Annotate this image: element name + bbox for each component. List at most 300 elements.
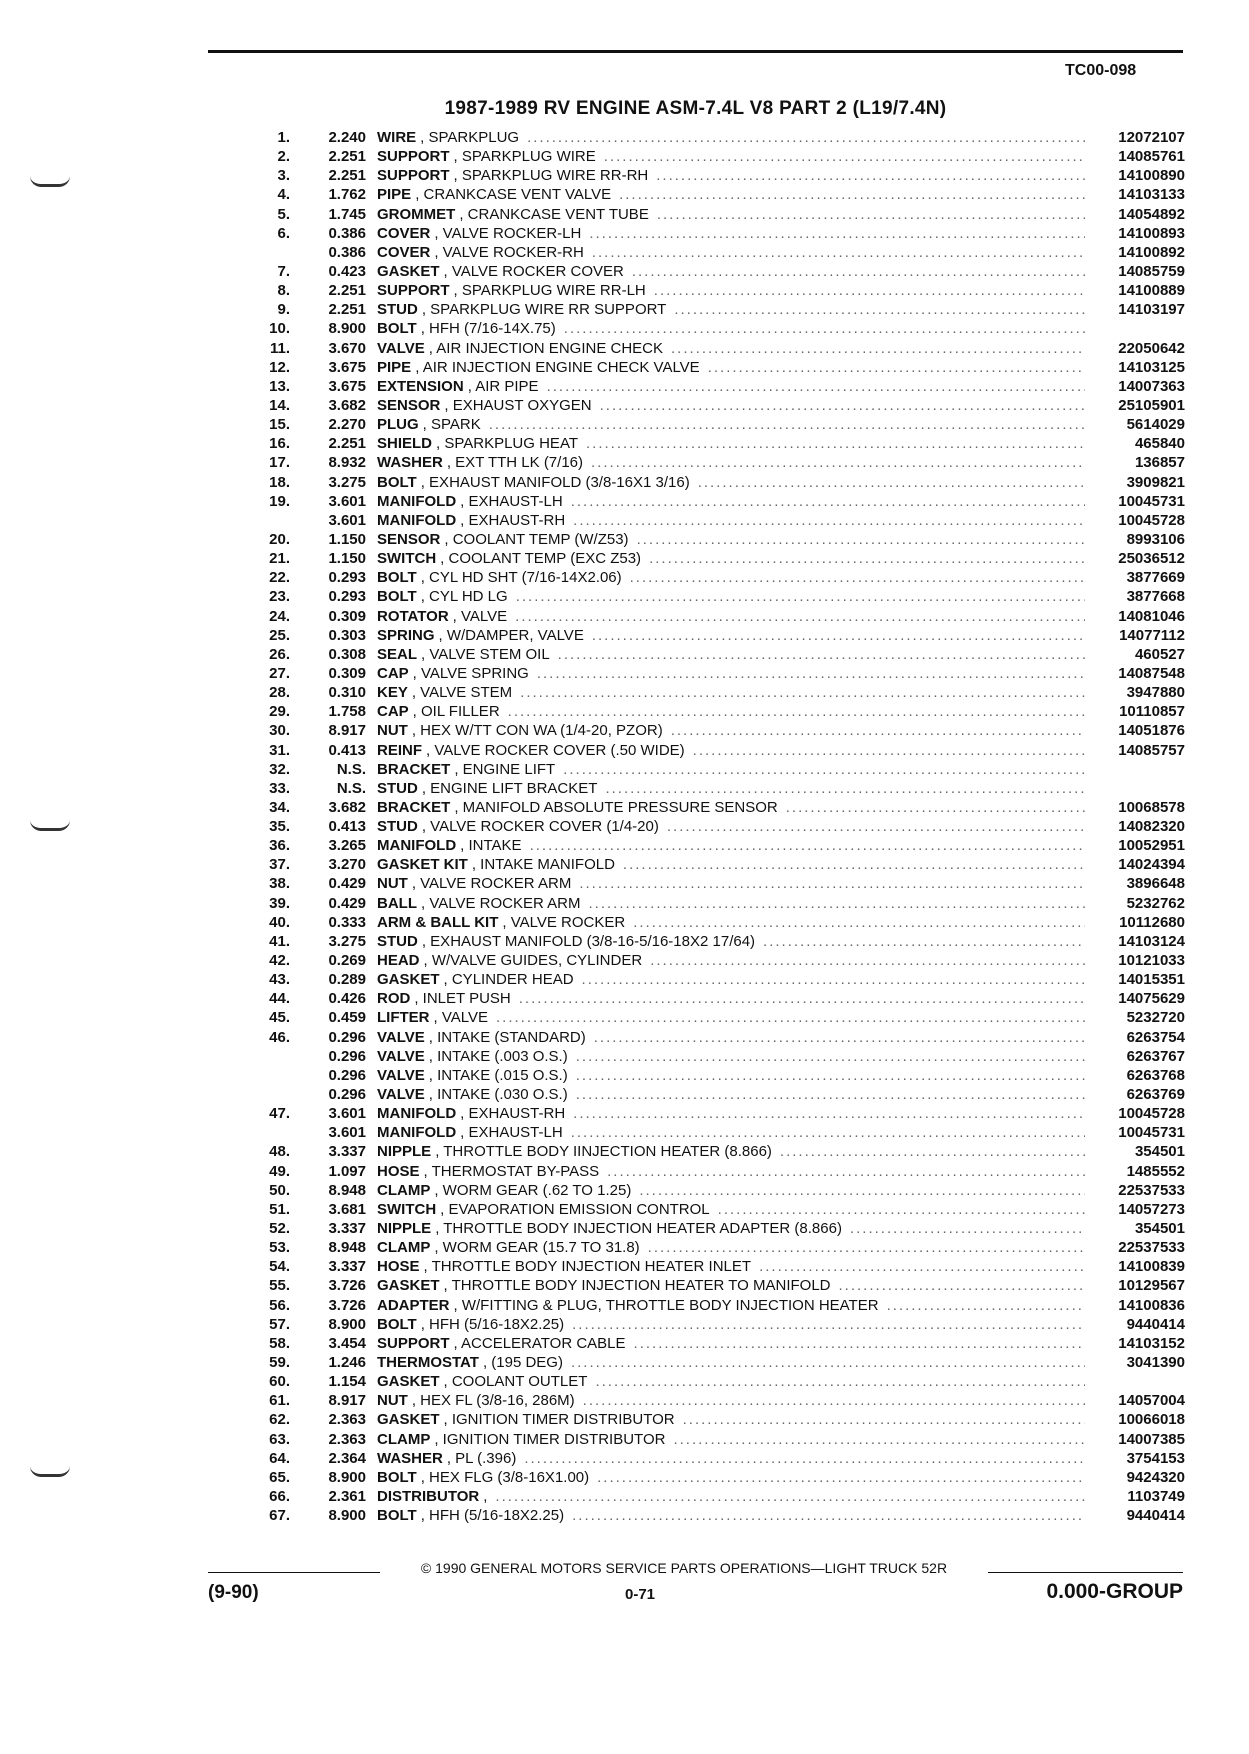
table-row [240,492,1185,511]
part-name: NUT [377,875,408,893]
table-row [240,1238,1185,1257]
part-number: 14077112 [1119,626,1185,644]
dot-leader [786,798,1085,817]
binder-hole-mark [30,820,70,831]
dot-leader [530,836,1085,855]
part-number: 14087548 [1118,664,1185,682]
part-name: HOSE [377,1162,420,1180]
table-row [240,1181,1185,1200]
group-number: 2.363 [328,1411,366,1429]
part-detail: , EXHAUST-LH [460,492,563,510]
group-number: N.S. [336,760,366,778]
table-row [240,683,1185,702]
part-description [377,779,1085,798]
part-number: 22537533 [1118,1239,1185,1257]
dot-leader [524,1449,1085,1468]
item-number: 31. [269,741,290,759]
part-description [377,607,1085,626]
part-description [377,1066,1085,1085]
item-number: 54. [269,1258,290,1276]
dot-leader [583,1391,1085,1410]
item-number: 49. [269,1162,290,1180]
item-number: 25. [269,626,290,644]
table-row [240,1410,1185,1429]
group-number: 0.333 [328,913,366,931]
part-detail: , PL (.396) [446,1449,517,1467]
part-name: KEY [377,684,408,702]
part-name: DISTRIBUTOR [377,1487,480,1505]
dot-leader [563,760,1085,779]
group-number: 1.154 [328,1373,366,1391]
part-name: GASKET [377,262,440,280]
group-number: 0.309 [328,664,366,682]
dot-leader [887,1296,1085,1315]
part-detail: , EVAPORATION EMISSION CONTROL [440,1200,710,1218]
item-number: 58. [269,1334,290,1352]
item-number: 24. [269,607,290,625]
part-description [377,1008,1085,1027]
part-number: 14100890 [1118,167,1185,185]
item-number: 37. [269,856,290,874]
item-number: 60. [269,1373,290,1391]
part-number: 14082320 [1118,818,1185,836]
item-number: 36. [269,837,290,855]
item-number: 56. [269,1296,290,1314]
table-row [240,874,1185,893]
table-row [240,434,1185,453]
group-number: 3.454 [328,1334,366,1352]
part-detail: , THROTTLE BODY INJECTION HEATER TO MANIFOLD [443,1277,831,1295]
group-number: 1.246 [328,1354,366,1371]
parts-list [240,128,1185,1525]
part-description [377,511,1085,530]
item-number: 13. [269,377,290,395]
part-name: SWITCH [377,1200,437,1218]
part-description [377,549,1085,568]
item-number: 4. [277,186,290,204]
item-number: 11. [269,339,290,357]
part-description [377,1449,1085,1468]
dot-leader [850,1219,1085,1238]
part-detail: , INTAKE [460,837,522,855]
item-number: 17. [269,454,290,472]
dot-leader [619,185,1085,204]
item-number: 9. [277,301,290,319]
part-description [377,1142,1085,1161]
item-number: 43. [269,971,290,989]
part-detail: , SPARKPLUG HEAT [436,435,578,453]
item-number: 28. [269,684,290,702]
group-number: 3.265 [328,837,366,855]
part-description [377,434,1085,453]
group-number: 8.900 [328,1468,366,1486]
part-detail: , W/DAMPER, VALVE [438,626,584,644]
top-rule [208,50,1183,53]
part-detail: , COOLANT TEMP (W/Z53) [444,530,629,548]
group-number: 0.296 [328,1047,366,1065]
dot-leader [605,779,1085,798]
part-number: 8993106 [1126,530,1185,548]
part-description [377,453,1085,472]
part-detail: , WORM GEAR (.62 TO 1.25) [434,1181,632,1199]
part-number: 14103124 [1118,932,1185,950]
part-detail: , AIR INJECTION ENGINE CHECK [428,339,663,357]
part-detail: , VALVE STEM OIL [421,645,550,663]
part-name: PIPE [377,186,412,204]
part-detail: , INTAKE (STANDARD) [428,1028,586,1046]
table-row [240,1008,1185,1027]
part-name: HOSE [377,1258,420,1276]
part-number: 6263769 [1126,1086,1185,1104]
part-name: STUD [377,932,418,950]
table-row [240,1315,1185,1334]
group-number: 2.251 [328,282,366,300]
part-name: SUPPORT [377,1334,450,1352]
table-row [240,262,1185,281]
part-name: ROTATOR [377,607,449,625]
part-detail: , VALVE ROCKER COVER (.50 WIDE) [426,741,685,759]
group-number: 1.097 [328,1162,366,1180]
part-number: 14007385 [1118,1430,1185,1448]
table-row [240,185,1185,204]
part-description [377,913,1085,932]
item-number: 59. [269,1354,290,1371]
table-row [240,1104,1185,1123]
part-description [377,492,1085,511]
part-description [377,970,1085,989]
part-name: ROD [377,990,411,1008]
group-number: 8.900 [328,320,366,338]
dot-leader [576,1085,1085,1104]
part-name: WASHER [377,1449,443,1467]
table-row [240,664,1185,683]
part-number: 10066018 [1118,1411,1185,1429]
part-number: 10121033 [1118,952,1185,970]
item-number: 7. [277,262,290,280]
dot-leader [671,339,1085,358]
dot-leader [572,1315,1085,1334]
dot-leader [693,741,1085,760]
table-row [240,1372,1185,1391]
table-row [240,377,1185,396]
part-detail: , VALVE [452,607,508,625]
part-description [377,1028,1085,1047]
part-name: CAP [377,664,409,682]
part-name: BOLT [377,320,417,338]
part-detail: , ACCELERATOR CABLE [453,1334,626,1352]
item-number: 50. [269,1181,290,1199]
dot-leader [508,702,1085,721]
table-row [240,1085,1185,1104]
item-number: 65. [269,1468,290,1486]
group-number: 0.459 [328,1009,366,1027]
part-detail: , ENGINE LIFT [454,760,556,778]
part-detail: , HFH (7/16-14X.75) [420,320,556,338]
part-name: GASKET [377,1411,440,1429]
part-number: 9424320 [1126,1468,1185,1486]
part-detail: , CRANKCASE VENT TUBE [459,205,649,223]
group-number: 8.948 [328,1181,366,1199]
part-description [377,798,1085,817]
part-detail: , VALVE ROCKER COVER [443,262,624,280]
part-number: 25036512 [1118,550,1185,568]
part-name: GASKET KIT [377,856,468,874]
part-detail: , COOLANT TEMP (EXC Z53) [440,550,642,568]
dot-leader [633,913,1085,932]
part-description [377,645,1085,664]
table-row [240,817,1185,836]
dot-leader [656,166,1085,185]
table-row [240,702,1185,721]
dot-leader [623,855,1085,874]
part-name: SENSOR [377,530,441,548]
dot-leader [630,568,1085,587]
part-description [377,702,1085,721]
part-detail: , INTAKE (.015 O.S.) [428,1066,568,1084]
table-row [240,989,1185,1008]
group-number: 3.601 [328,1124,366,1142]
table-row [240,721,1185,740]
item-number: 66. [269,1487,290,1505]
part-description [377,1104,1085,1123]
table-row [240,473,1185,492]
part-description [377,396,1085,415]
part-name: REINF [377,741,422,759]
group-number: 3.675 [328,377,366,395]
part-name: BOLT [377,1468,417,1486]
part-number: 14100893 [1118,224,1185,242]
group-number: 0.269 [328,952,366,970]
group-number: 8.948 [328,1239,366,1257]
part-number: 3754153 [1126,1449,1185,1467]
part-detail: , COOLANT OUTLET [443,1373,588,1391]
part-number: 10110857 [1119,703,1185,721]
part-description [377,1276,1085,1295]
group-number: 2.251 [328,167,366,185]
part-name: GASKET [377,1373,440,1391]
group-number: 8.932 [328,454,366,472]
dot-leader [657,205,1085,224]
dot-leader [586,434,1085,453]
group-number: 1.745 [328,205,366,223]
dot-leader [595,1372,1085,1391]
part-number: 14051876 [1118,722,1185,740]
part-name: PLUG [377,416,419,434]
item-number: 33. [269,779,290,797]
part-detail: , HEX FLG (3/8-16X1.00) [420,1468,590,1486]
item-number: 67. [269,1507,290,1525]
table-row [240,798,1185,817]
dot-leader [495,1487,1085,1506]
dot-leader [654,281,1085,300]
table-row [240,243,1185,262]
table-row [240,530,1185,549]
group-number: 1.150 [328,530,366,548]
group-number: 0.296 [328,1028,366,1046]
dot-leader [527,128,1085,147]
part-description [377,1047,1085,1066]
part-description [377,339,1085,358]
group-number: 8.900 [328,1507,366,1525]
part-number: 460527 [1134,645,1185,663]
table-row [240,1353,1185,1372]
part-name: MANIFOLD [377,492,457,510]
group-number: 3.726 [328,1277,366,1295]
part-name: WIRE [377,129,417,146]
dot-leader [600,396,1085,415]
dot-leader [673,1430,1085,1449]
part-description [377,1123,1085,1142]
table-row [240,1257,1185,1276]
table-row [240,549,1185,568]
part-detail: , SPARKPLUG WIRE RR-RH [453,167,649,185]
item-number: 27. [269,664,290,682]
part-name: ARM & BALL KIT [377,913,499,931]
part-description [377,1468,1085,1487]
part-number: 465840 [1134,435,1185,453]
part-description [377,243,1085,262]
table-row [240,358,1185,377]
item-number: 34. [269,798,290,816]
part-detail: , VALVE STEM [411,684,513,702]
group-number: 0.293 [328,569,366,587]
group-number: 3.670 [328,339,366,357]
dot-leader [759,1257,1085,1276]
part-name: CLAMP [377,1181,431,1199]
part-description [377,128,1085,147]
part-number: 10045728 [1118,511,1185,529]
item-number: 41. [269,932,290,950]
part-number: 14057004 [1118,1392,1185,1410]
item-number: 15. [269,416,290,434]
part-name: GROMMET [377,205,456,223]
part-description [377,951,1085,970]
part-name: MANIFOLD [377,837,457,855]
item-number: 30. [269,722,290,740]
part-number: 14085759 [1118,262,1185,280]
part-number: 14103125 [1118,358,1185,376]
part-detail: , AIR INJECTION ENGINE CHECK VALVE [415,358,700,376]
item-number: 5. [277,205,290,223]
part-description [377,281,1085,300]
table-row [240,319,1185,338]
table-row [240,836,1185,855]
table-row [240,1391,1185,1410]
table-row [240,396,1185,415]
item-number: 14. [269,396,290,414]
part-detail: , VALVE ROCKER COVER (1/4-20) [421,818,659,836]
part-description [377,683,1085,702]
group-number: 3.275 [328,473,366,491]
part-detail: , SPARKPLUG WIRE RR-LH [453,282,646,300]
part-name: SWITCH [377,550,437,568]
table-row [240,147,1185,166]
dot-leader [547,377,1085,396]
dot-leader [674,300,1085,319]
part-number: 3877669 [1126,569,1185,587]
group-number: 3.682 [328,396,366,414]
group-number: 8.917 [328,1392,366,1410]
part-number: 6263768 [1126,1066,1185,1084]
item-number: 46. [269,1028,290,1046]
item-number: 10. [269,320,290,338]
item-number: 12. [269,358,290,376]
part-detail: , EXHAUST-LH [460,1124,563,1142]
part-description [377,1181,1085,1200]
dot-leader [698,473,1085,492]
item-number: 32. [269,760,290,778]
dot-leader [683,1410,1085,1429]
table-row [240,1142,1185,1161]
item-number: 6. [277,224,290,242]
dot-leader [637,530,1085,549]
part-name: ADAPTER [377,1296,450,1314]
part-description [377,721,1085,740]
part-detail: , EXHAUST-RH [460,511,566,529]
part-detail: , EXHAUST-RH [460,1105,566,1123]
part-name: GASKET [377,971,440,989]
group-number: 2.270 [328,416,366,434]
part-description [377,932,1085,951]
part-detail: , VALVE ROCKER ARM [421,894,581,912]
dot-leader [519,989,1085,1008]
part-number: 22537533 [1118,1181,1185,1199]
dot-leader [763,932,1085,951]
part-name: BOLT [377,473,417,491]
item-number: 45. [269,1009,290,1027]
part-description [377,300,1085,319]
table-row [240,855,1185,874]
part-name: SUPPORT [377,282,450,300]
dot-leader [589,224,1085,243]
item-number: 42. [269,952,290,970]
dot-leader [571,492,1085,511]
item-number: 1. [277,129,290,146]
table-row [240,587,1185,606]
item-number: 21. [269,550,290,568]
dot-leader [589,894,1086,913]
part-name: HEAD [377,952,420,970]
table-row [240,932,1185,951]
part-name: COVER [377,243,431,261]
part-number: 10129567 [1118,1277,1185,1295]
part-detail: , CRANKCASE VENT VALVE [415,186,612,204]
dot-leader [489,415,1085,434]
group-number: 0.386 [328,243,366,261]
dot-leader [496,1008,1085,1027]
part-description [377,874,1085,893]
item-number: 23. [269,588,290,606]
part-description [377,205,1085,224]
group-number: 0.308 [328,645,366,663]
part-name: VALVE [377,1066,425,1084]
part-number: 10052951 [1118,837,1185,855]
dot-leader [558,645,1085,664]
part-number: 3896648 [1126,875,1185,893]
part-description [377,1315,1085,1334]
part-number: 10045731 [1118,1124,1185,1142]
part-description [377,1487,1085,1506]
part-name: VALVE [377,1028,425,1046]
part-name: PIPE [377,358,412,376]
group-number: 8.917 [328,722,366,740]
part-name: MANIFOLD [377,511,457,529]
part-name: NIPPLE [377,1143,432,1161]
dot-leader [604,147,1085,166]
part-detail: , INTAKE (.003 O.S.) [428,1047,568,1065]
table-row [240,415,1185,434]
group-number: 0.296 [328,1086,366,1104]
